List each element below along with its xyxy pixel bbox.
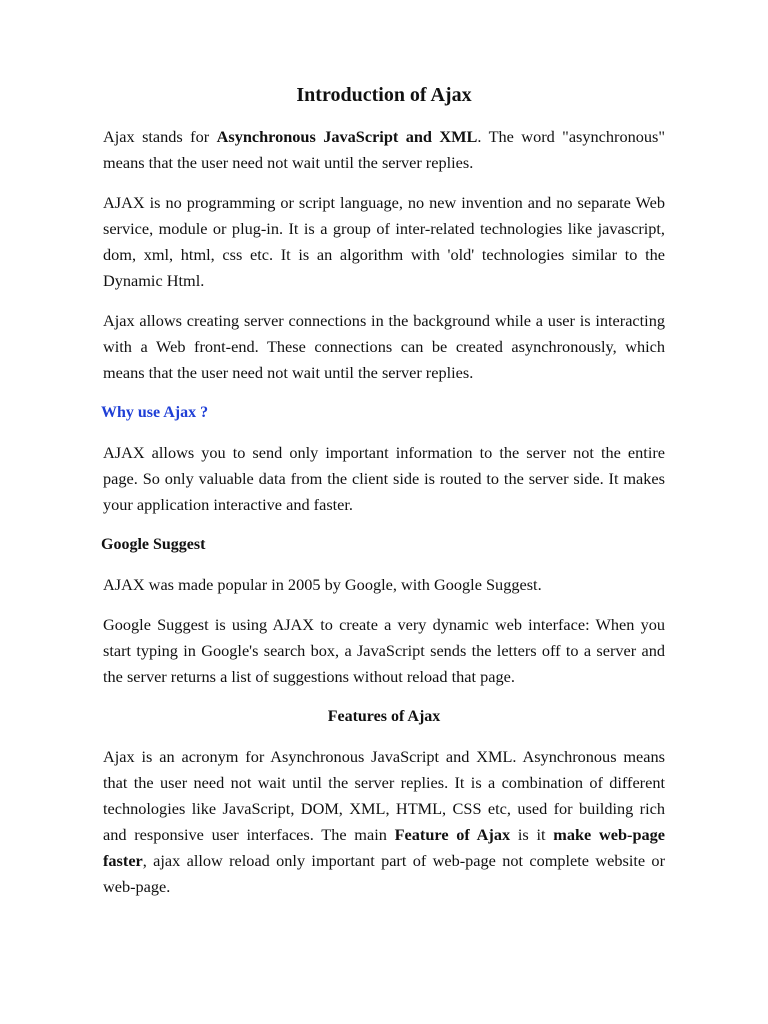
paragraph-text: Ajax stands for: [103, 127, 217, 146]
paragraph-text: . The word "asynchronous" means that the user need not wait until the server replies.: [103, 127, 666, 172]
heading-features-of-ajax: Features of Ajax: [327, 708, 441, 725]
document-content: [103, 80, 665, 914]
paragraph-server-connections: Ajax allows creating server connections in the background while a user is interacting with a Web front-end. These connections can be created asynchronously, which means that the user need not wait until the server replies.: [103, 311, 665, 382]
paragraph-made-popular: AJAX was made popular in 2005 by Google, with Google Suggest.: [103, 575, 542, 594]
bold-term-make-web-page-faster: make web-page faster: [103, 825, 666, 870]
paragraph-text: is it: [510, 825, 554, 844]
paragraph-text: Ajax is an acronym for Asynchronous JavaScript and XML. Asynchronous means that the user need not wait until the server replies. It is a combination of different technologies like JavaScript, DOM, XML, HTML, CSS etc, used for building rich and responsive user interfaces. The main: [103, 747, 665, 844]
paragraph-why-ajax: AJAX allows you to send only important information to the server not the entire page. So only valuable data from the client side is routed to the server side. It makes your application interactive and faster.: [103, 443, 665, 514]
paragraph-text: , ajax allow reload only important part of web-page not complete website or web-page.: [103, 851, 665, 896]
paragraph-ajax-not-language: AJAX is no programming or script language, no new invention and no separate Web service, module or plug-in. It is a group of inter-related technologies like javascript, dom, xml, html, css etc. It is an algorithm with 'old' technologies similar to the Dynamic Html.: [103, 193, 665, 290]
bold-term-feature-of-ajax: Feature of Ajax: [394, 825, 511, 844]
paragraph-ajax-definition: [103, 124, 665, 176]
paragraph-features: [103, 744, 665, 900]
document-title: Introduction of Ajax: [296, 84, 472, 106]
paragraph-google-suggest: Google Suggest is using AJAX to create a very dynamic web interface: When you start typing in Google's search box, a JavaScript sends the letters off to a server and the server returns a list of suggestions without reload that page.: [103, 615, 665, 686]
heading-google-suggest: Google Suggest: [101, 536, 206, 553]
bold-term-asynchronous-javascript-xml: Asynchronous JavaScript and XML: [216, 127, 478, 146]
heading-why-use-ajax: Why use Ajax ?: [101, 404, 209, 421]
